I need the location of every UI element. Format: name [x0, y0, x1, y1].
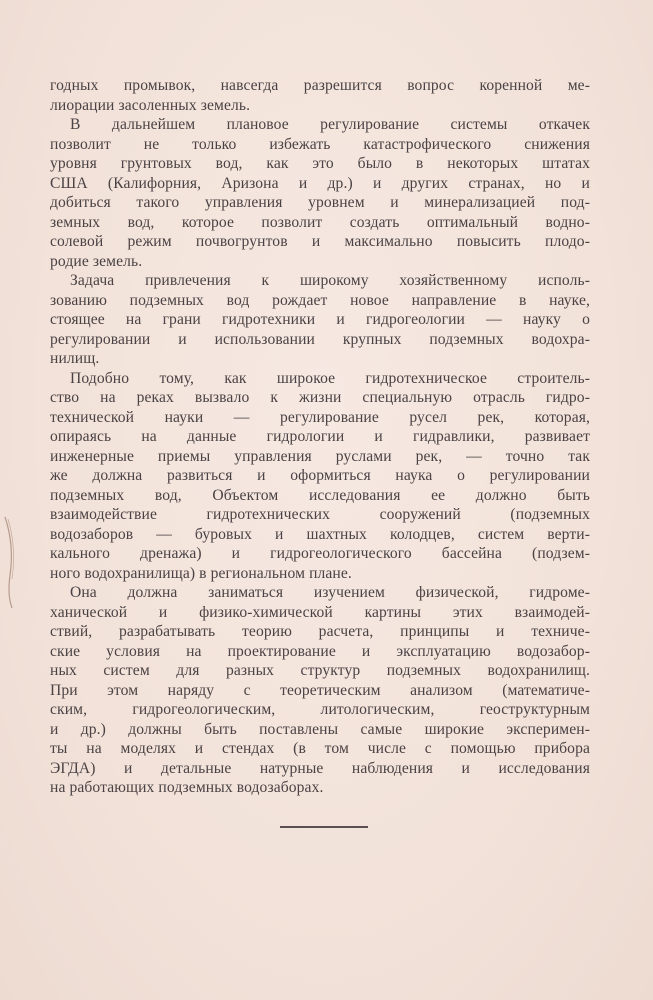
text-line: позволит не только избежать катастрофического снижения: [50, 135, 590, 153]
text-line: ханической и физико-химической картины этих взаимодей-: [50, 603, 590, 621]
text-line: добиться такого управления уровнем и минерализацией под-: [50, 194, 590, 211]
text-line: кального дренажа) и гидрогеологического бассейна (подзем-: [50, 545, 590, 562]
text-line: инженерные приемы управления руслами рек, — точно так: [50, 447, 590, 465]
text-line: стоящее на грани гидротехники и гидрогеологии — науку о: [50, 311, 590, 328]
pencil-margin-mark: [2, 515, 16, 610]
text-line: ские условия на проектирование и эксплуатацию водозабор-: [50, 642, 590, 660]
text-line: При этом наряду с теоретическим анализом (математиче-: [50, 681, 590, 699]
text-line: США (Калифорния, Аризона и др.) и других странах, но и: [50, 174, 590, 192]
text-line: и др.) должны быть поставлены самые широкие эксперимен-: [50, 720, 590, 738]
text-line: Она должна заниматься изучением физической, гидроме-: [70, 584, 590, 601]
text-line: ЭГДА) и детальные натурные наблюдения и исследования: [50, 759, 590, 777]
paragraph: [50, 76, 590, 115]
text-line: же должна развиться и оформиться наука о регулировании: [50, 467, 590, 484]
text-line: В дальнейшем плановое регулирование системы откачек: [70, 116, 590, 133]
text-line: лиорации засоленных земель.: [50, 96, 251, 114]
text-line: уровня грунтовых вод, как это было в некоторых штатах: [50, 155, 590, 172]
text-line: Подобно тому, как широкое гидротехническое строитель-: [70, 369, 590, 387]
paragraph: [50, 583, 590, 798]
section-end-divider: [280, 826, 368, 828]
text-line: опираясь на данные гидрологии и гидравлики, развивает: [50, 428, 590, 445]
text-line: ским, гидрогеологическим, литологическим, геоструктурным: [50, 701, 590, 718]
text-line: родие земель.: [50, 252, 143, 270]
text-line: на работающих подземных водозаборах.: [50, 779, 324, 796]
paragraph: [50, 271, 590, 369]
text-line: солевой режим почвогрунтов и максимально повысить плодо-: [50, 233, 590, 250]
text-line: подземных вод, Объектом исследования ее должно быть: [50, 486, 590, 504]
text-line: земных вод, которое позволит создать оптимальный водно-: [50, 213, 590, 231]
text-line: ство на реках вызвало к жизни специальную отрасль гидро-: [50, 389, 590, 406]
text-line: взаимодействие гидротехнических сооружений (подземных: [50, 506, 590, 523]
text-line: ного водохранилища) в региональном плане.: [50, 564, 352, 582]
text-line: ных систем для разных структур подземных водохранилищ.: [50, 662, 590, 679]
paragraph: [50, 369, 590, 584]
document-page: [50, 76, 590, 798]
text-line: водозаборов — буровых и шахтных колодцев, систем верти-: [50, 525, 590, 543]
text-line: нилищ.: [50, 350, 100, 367]
text-line: ты на моделях и стендах (в том числе с помощью прибора: [50, 740, 590, 757]
text-line: ствий, разрабатывать теорию расчета, принципы и техниче-: [50, 623, 590, 640]
text-line: регулировании и использовании крупных подземных водохра-: [50, 330, 590, 348]
text-line: Задача привлечения к широкому хозяйственному исполь-: [70, 272, 590, 289]
text-line: технической науки — регулирование русел рек, которая,: [50, 408, 590, 426]
text-line: годных промывок, навсегда разрешится вопрос коренной ме-: [50, 77, 590, 94]
paragraph: [50, 115, 590, 271]
text-line: зованию подземных вод рождает новое направление в науке,: [50, 291, 590, 309]
